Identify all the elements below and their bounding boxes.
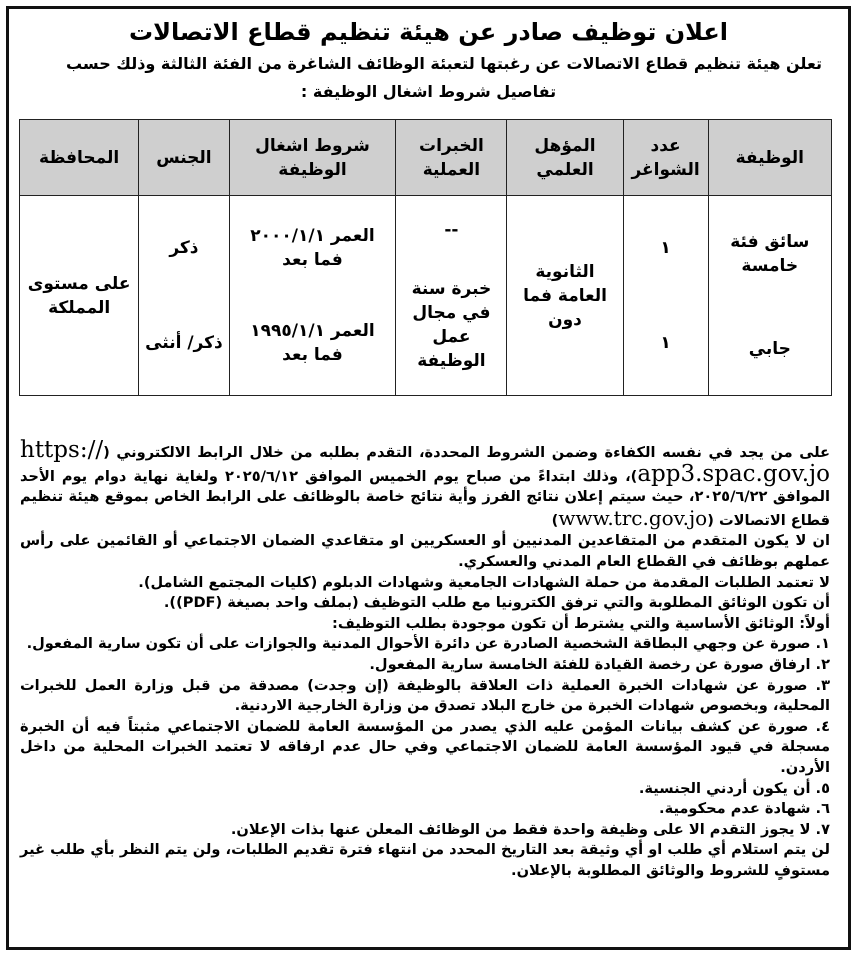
documents-heading: أولاً: الوثائق الأساسية والتي يشترط أن تكون موجودة بطلب التوظيف: xyxy=(332,614,830,632)
header-job: الوظيفة xyxy=(708,120,831,196)
trc-website-link[interactable]: www.trc.gov.jo xyxy=(558,505,708,530)
job-1: سائق فئة خامسة xyxy=(730,232,810,276)
cell-jobs xyxy=(708,196,831,396)
document-item: ٣. صورة عن شهادات الخبرة العملية ذات العلاقة بالوظيفة (إن وجدت) مصدقة من قبل وزارة العمل للخبرات المحلية، وبخصوص شهادات الخبرة من خارج البلاد تصدق من وزارة الخارجية الاردنية. xyxy=(20,676,830,715)
table-body-row xyxy=(20,196,832,396)
cell-qualification: الثانوية العامة فما دون xyxy=(507,196,623,396)
header-conditions: شروط اشغال الوظيفة xyxy=(229,120,396,196)
cell-experience xyxy=(396,196,507,396)
cell-conditions xyxy=(229,196,396,396)
application-paragraph: على من يجد في نفسه الكفاءة وضمن الشروط المحددة، التقدم بطلبه من خلال الرابط الالكتروني (https:// app3.spac.gov.jo)، وذلك ابتداءً من صباح يوم الخميس الموافق ٢٠٢٥/٦/١٢ ولغاية نهاية دوام يوم الأحد الموافق ٢٠٢٥/٦/٢٢، حيث سيتم إعلان نتائج الفرز وأية نتائج خاصة بالوظائف على الرابط الخاص بموقع هيئة تنظيم قطاع الاتصالات (www.trc.gov.jo) xyxy=(20,437,830,530)
cell-vacancies xyxy=(623,196,708,396)
intro-line-1: تعلن هيئة تنظيم قطاع الاتصالات عن رغبتها لتعبئة الوظائف الشاغرة من الفئة الثالثة وذلك حسب xyxy=(65,54,822,73)
header-gender: الجنس xyxy=(139,120,229,196)
announcement-title: اعلان توظيف صادر عن هيئة تنظيم قطاع الاتصالات xyxy=(128,18,729,46)
job-2: جابي xyxy=(748,339,791,359)
application-link[interactable]: https:// app3.spac.gov.jo xyxy=(20,437,830,487)
document-item: ٧. لا يجوز التقدم الا على وظيفة واحدة فقط من الوظائف المعلن عنها بذات الإعلان. xyxy=(230,820,830,838)
experience-1: -- xyxy=(444,220,459,240)
announcement-body xyxy=(20,437,830,881)
document-item: ١. صورة عن وجهي البطاقة الشخصية الصادرة عن دائرة الأحوال المدنية والجوازات على أن تكون سارية المفعول. xyxy=(26,635,830,653)
document-item: ٤. صورة عن كشف بيانات المؤمن عليه الذي يصدر من المؤسسة العامة للضمان الاجتماعي مثبتاً فيه أن الخبرة مسجلة في قيود المؤسسة العامة للضمان الاجتماعي وفي حال عدم ارفاقه لا تعتمد الخبرات المحلية من داخل الأردن. xyxy=(20,717,830,776)
jobs-table xyxy=(19,119,832,396)
intro-line-2: تفاصيل شروط اشغال الوظيفة : xyxy=(300,82,557,101)
gender-1: ذكر xyxy=(169,238,199,258)
header-qualification: المؤهل العلمي xyxy=(507,120,623,196)
vacancies-2: ١ xyxy=(660,333,671,353)
condition-1: العمر ٢٠٠٠/١/١ فما بعد xyxy=(250,226,375,270)
vacancies-1: ١ xyxy=(660,238,671,258)
intro-text xyxy=(9,51,848,105)
document-item: ٦. شهادة عدم محكومية. xyxy=(659,800,830,818)
cell-governorate: على مستوى المملكة xyxy=(20,196,139,396)
experience-2: خبرة سنة في مجال عمل الوظيفة xyxy=(411,279,492,371)
gender-2: ذكر/ أنثى xyxy=(145,333,223,353)
condition-degrees: لا تعتمد الطلبات المقدمة من حملة الشهادات الجامعية وشهادات الدبلوم (كليات المجتمع الشامل). xyxy=(138,573,830,591)
header-governorate: المحافظة xyxy=(20,120,139,196)
document-item: ٢. ارفاق صورة عن رخصة القيادة للفئة الخامسة سارية المفعول. xyxy=(369,655,830,673)
condition-2: العمر ١٩٩٥/١/١ فما بعد xyxy=(250,321,375,365)
application-text-a: على من يجد في نفسه الكفاءة وضمن الشروط المحددة، التقدم بطلبه من خلال الرابط الالكتروني xyxy=(116,444,830,461)
condition-pdf: أن تكون الوثائق المطلوبة والتي ترفق الكترونيا مع طلب التوظيف (بملف واحد بصيغة (PDF)). xyxy=(163,594,830,612)
closing-note: لن يتم استلام أي طلب او أي وثيقة بعد التاريخ المحدد من انتهاء فترة تقديم الطلبات، ولن يتم النظر بأي طلب غير مستوفٍ للشروط والوثائق المطلوبة بالإعلان. xyxy=(20,841,830,879)
header-vacancies: عدد الشواغر xyxy=(623,120,708,196)
condition-retirees: ان لا يكون المتقدم من المتقاعدين المدنيين أو العسكريين او متقاعدي الضمان الاجتماعي أو القائمين على رأس عملهم بوظائف في القطاع العام المدني والعسكري. xyxy=(20,532,830,570)
table-header-row xyxy=(20,120,832,196)
application-text-b: )، وذلك ابتداءً من صباح يوم الخميس الموافق ٢٠٢٥/٦/١٢ ولغاية نهاية دوام يوم الأحد الموافق ٢٠٢٥/٦/٢٢، حيث سيتم إعلان نتائج الفرز وأية نتائج خاصة بالوظائف على الرابط الخاص بموقع هيئة تنظيم قطاع الاتصالات ( xyxy=(20,467,830,529)
header-experience: الخبرات العملية xyxy=(396,120,507,196)
document-item: ٥. أن يكون أردني الجنسية. xyxy=(638,779,830,797)
cell-gender xyxy=(139,196,229,396)
